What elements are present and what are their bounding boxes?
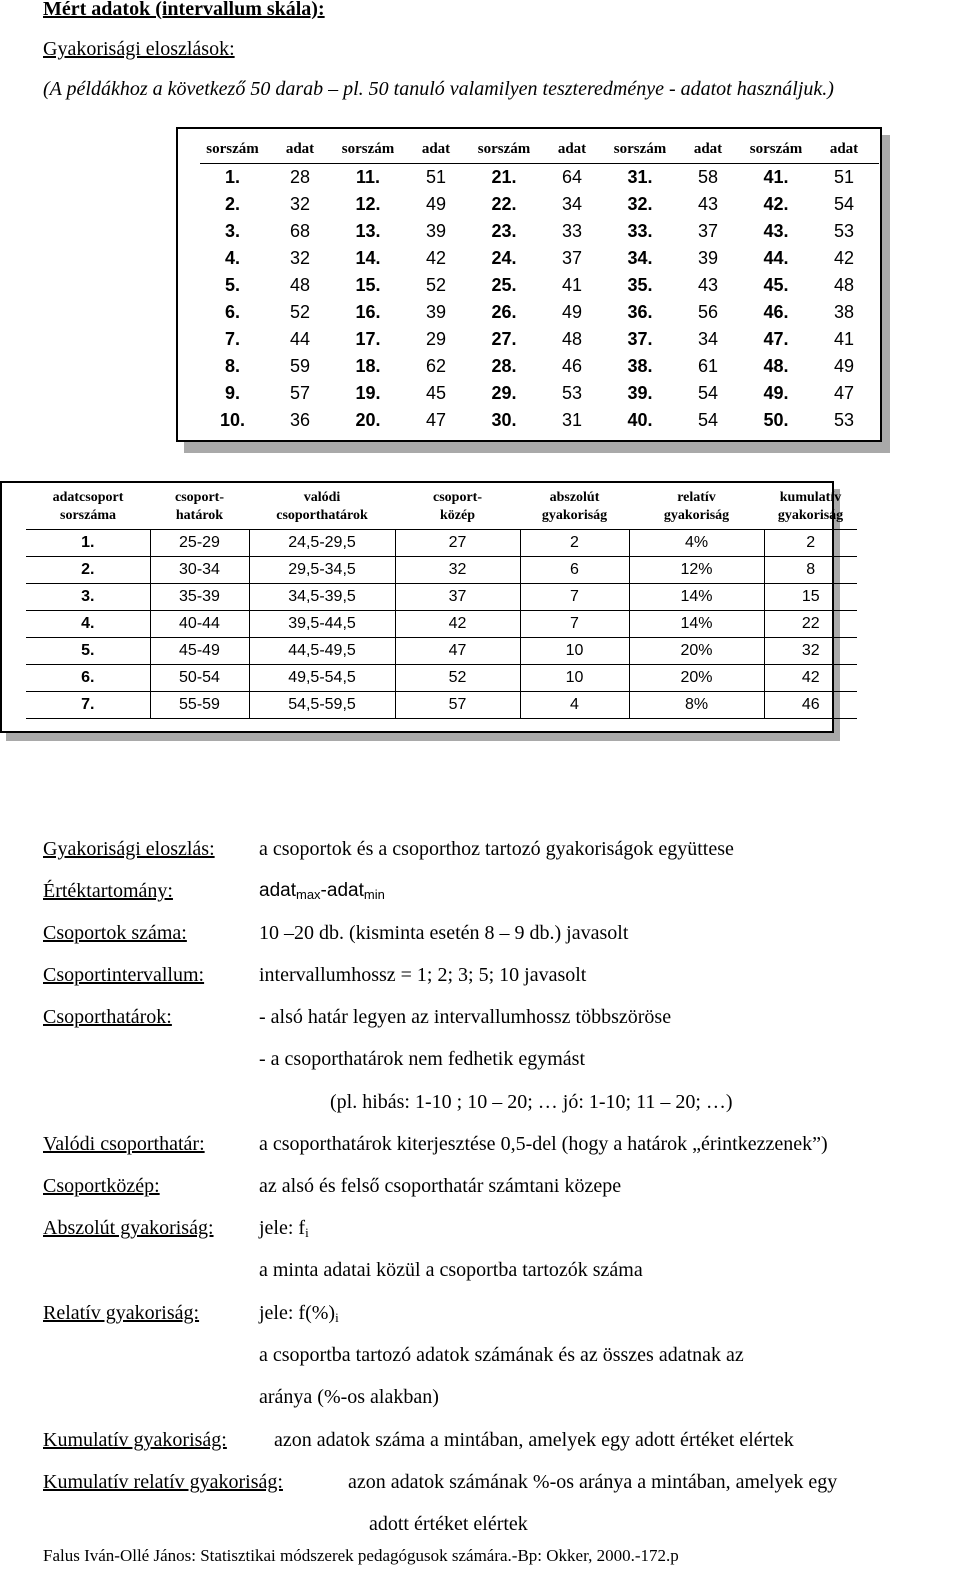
data-table-index-cell: 39. (627, 383, 653, 403)
def-label-kumrel: Kumulatív relatív gyakoriság: (43, 1471, 283, 1493)
freq-table-cell: 14% (629, 584, 764, 611)
def-text-hatarok-1: - alsó határ legyen az intervallumhossz többszöröse (259, 1006, 672, 1028)
freq-table-cell: 6 (520, 557, 629, 584)
data-table-value-cell: 36 (289, 410, 311, 430)
data-table-index-cell: 11. (355, 167, 381, 187)
freq-table-cell: 4 (520, 692, 629, 719)
data-table-header-cell: sorszám (743, 135, 809, 164)
def-text-kumrel-2: adott értéket elértek (369, 1513, 528, 1535)
def-text-tartomany: adat$_{max}$-adat$_{min}$ (259, 880, 385, 902)
data-table-index-cell: 12. (355, 194, 381, 214)
def-text-eloszlas: a csoportok és a csoporthoz tartozó gyakoriságok együttese (259, 838, 734, 860)
freq-table-cell: 22 (764, 611, 857, 638)
data-table-header-cell: adat (537, 135, 607, 164)
data-table-value-cell: 31 (561, 410, 583, 430)
freq-table-cell: 52 (395, 665, 520, 692)
data-table-index-cell: 8. (224, 356, 240, 376)
data-table-value-cell: 48 (289, 275, 311, 295)
data-table-value-cell: 42 (833, 248, 855, 268)
data-table-value-cell: 49 (833, 356, 855, 376)
freq-table-cell: 37 (395, 584, 520, 611)
data-table-value-cell: 53 (833, 221, 855, 241)
data-table-header-cell: adat (401, 135, 471, 164)
data-table-header-cell: adat (809, 135, 879, 164)
freq-table-cell: 46 (764, 692, 857, 719)
freq-table-cell: 24,5-29,5 (249, 530, 395, 557)
data-table-header-cell: sorszám (335, 135, 401, 164)
freq-table-cell: 15 (764, 584, 857, 611)
freq-table-cell: 5. (26, 638, 150, 665)
data-table-value-cell: 48 (833, 275, 855, 295)
def-label-hatarok: Csoporthatárok: (43, 1006, 172, 1028)
data-table-index-cell: 23. (491, 221, 517, 241)
data-table-value-cell: 47 (833, 383, 855, 403)
freq-table-header-line: közép (440, 508, 475, 523)
freq-table-header-cell (395, 489, 520, 530)
freq-table-header-line: valódi (303, 490, 341, 505)
freq-table-row (26, 557, 857, 584)
data-table-header-cell: adat (265, 135, 335, 164)
freq-table-row (26, 530, 857, 557)
data-table-index-cell: 27. (491, 329, 517, 349)
data-table-value-cell: 42 (425, 248, 447, 268)
data-table-value-cell: 39 (425, 221, 447, 241)
def-label-kozep: Csoportközép: (43, 1175, 160, 1197)
freq-table-cell: 10 (520, 638, 629, 665)
data-table-value-cell: 37 (697, 221, 719, 241)
freq-table-cell: 25-29 (150, 530, 249, 557)
data-table-index-cell: 37. (627, 329, 653, 349)
freq-table-cell: 44,5-49,5 (249, 638, 395, 665)
data-table-index-cell: 22. (491, 194, 517, 214)
freq-table-cell: 49,5-54,5 (249, 665, 395, 692)
data-table-row (200, 326, 879, 353)
data-table-index-cell: 3. (224, 221, 240, 241)
data-table-header-cell: sorszám (200, 135, 265, 164)
data-table-value-cell: 44 (289, 329, 311, 349)
data-table-row (200, 245, 879, 272)
data-table-row (200, 407, 879, 434)
freq-table-cell: 30-34 (150, 557, 249, 584)
freq-table (26, 489, 857, 719)
data-table-index-cell: 13. (355, 221, 381, 241)
data-table-index-cell: 40. (627, 410, 653, 430)
freq-table-cell: 32 (395, 557, 520, 584)
freq-table-cell: 50-54 (150, 665, 249, 692)
data-table-row (200, 380, 879, 407)
data-table-index-cell: 6. (224, 302, 240, 322)
freq-table-cell: 20% (629, 638, 764, 665)
data-table-value-cell: 47 (425, 410, 447, 430)
data-table-value-cell: 68 (289, 221, 311, 241)
data-table-index-cell: 31. (627, 167, 653, 187)
data-table-index-cell: 10. (219, 410, 246, 430)
freq-table-header-line: csoport- (175, 490, 224, 505)
data-table-row (200, 272, 879, 299)
data-table-value-cell: 54 (697, 410, 719, 430)
data-table-value-cell: 49 (425, 194, 447, 214)
data-table-index-cell: 20. (355, 410, 381, 430)
freq-table-cell: 7 (520, 584, 629, 611)
data-table-index-cell: 36. (627, 302, 653, 322)
freq-table-header-cell (26, 489, 150, 530)
freq-table-cell: 29,5-34,5 (249, 557, 395, 584)
def-label-intervallum: Csoportintervallum: (43, 964, 205, 986)
data-table-index-cell: 46. (763, 302, 789, 322)
freq-table-header-line: csoport- (433, 490, 482, 505)
data-table-index-cell: 47. (763, 329, 789, 349)
data-table-value-cell: 58 (697, 167, 719, 187)
freq-table-row (26, 638, 857, 665)
data-table (200, 135, 879, 434)
data-table-value-cell: 32 (289, 194, 311, 214)
freq-table-header-line: határok (175, 508, 224, 523)
freq-table-cell: 47 (395, 638, 520, 665)
freq-table-cell: 7. (26, 692, 150, 719)
freq-table-cell: 42 (395, 611, 520, 638)
freq-table-header-cell (150, 489, 249, 530)
def-jele-relativ: jele: $f(\%)_i$ (259, 1302, 339, 1325)
data-table-index-cell: 26. (491, 302, 517, 322)
data-table-index-cell: 15. (355, 275, 381, 295)
data-table-value-cell: 52 (289, 302, 311, 322)
data-table-value-cell: 39 (425, 302, 447, 322)
data-table-index-cell: 1. (224, 167, 240, 187)
data-table-row (200, 353, 879, 380)
freq-table-cell: 3. (26, 584, 150, 611)
data-table-index-cell: 44. (763, 248, 789, 268)
data-table-value-cell: 45 (425, 383, 447, 403)
data-table-value-cell: 64 (561, 167, 583, 187)
data-table-index-cell: 21. (491, 167, 517, 187)
data-table-index-cell: 30. (491, 410, 517, 430)
freq-table-cell: 4. (26, 611, 150, 638)
data-table-row (200, 218, 879, 245)
data-table-value-cell: 43 (697, 275, 719, 295)
data-table-value-cell: 39 (697, 248, 719, 268)
data-table-value-cell: 41 (561, 275, 583, 295)
data-table-value-cell: 62 (425, 356, 447, 376)
section-subtitle: Gyakorisági eloszlások: (43, 38, 235, 60)
def-label-kumulativ: Kumulatív gyakoriság: (43, 1429, 227, 1451)
freq-table-cell: 35-39 (150, 584, 249, 611)
def-text-relativ-2: aránya (%-os alakban) (259, 1386, 439, 1408)
data-table-value-cell: 54 (833, 194, 855, 214)
data-table-index-cell: 16. (355, 302, 381, 322)
data-table-value-cell: 37 (561, 248, 583, 268)
freq-table-header-line: csoporthatárok (276, 508, 368, 523)
data-table-index-cell: 33. (627, 221, 653, 241)
freq-table-cell: 14% (629, 611, 764, 638)
data-table-row (200, 191, 879, 218)
data-table-value-cell: 51 (833, 167, 855, 187)
def-text-kumulativ: azon adatok száma a mintában, amelyek egy adott értéket elértek (274, 1429, 794, 1451)
data-table-row (200, 299, 879, 326)
data-table-value-cell: 43 (697, 194, 719, 214)
data-table-index-cell: 50. (763, 410, 789, 430)
def-text-kumrel-1: azon adatok számának %-os aránya a mintában, amelyek egy (348, 1471, 838, 1493)
freq-table-header-line: kumulatív (779, 490, 842, 505)
data-table-value-cell: 34 (697, 329, 719, 349)
def-label-tartomany: Értéktartomány: (43, 880, 173, 902)
freq-table-header-line: sorszáma (60, 508, 116, 523)
def-text-intervallum: intervallumhossz = 1; 2; 3; 5; 10 javasolt (259, 964, 587, 986)
freq-table-cell: 6. (26, 665, 150, 692)
freq-table-cell: 4% (629, 530, 764, 557)
data-table-header-cell: adat (673, 135, 743, 164)
freq-table-cell: 34,5-39,5 (249, 584, 395, 611)
data-table-index-cell: 19. (355, 383, 381, 403)
freq-table-cell: 7 (520, 611, 629, 638)
data-table-index-cell: 41. (763, 167, 789, 187)
data-table-value-cell: 51 (425, 167, 447, 187)
data-table-index-cell: 7. (224, 329, 240, 349)
freq-table-header-line: gyakoriság (777, 508, 844, 523)
data-table-index-cell: 29. (491, 383, 517, 403)
freq-table-row (26, 692, 857, 719)
data-table-index-cell: 43. (763, 221, 789, 241)
freq-table-header-cell (764, 489, 857, 530)
freq-table-header-line: gyakoriság (663, 508, 730, 523)
data-table-index-cell: 48. (763, 356, 789, 376)
freq-table-cell: 54,5-59,5 (249, 692, 395, 719)
def-label-abszolut: Abszolút gyakoriság: (43, 1217, 214, 1239)
data-table-value-cell: 59 (289, 356, 311, 376)
data-table-index-cell: 24. (491, 248, 517, 268)
footer-citation: Falus Iván-Ollé János: Statisztikai módszerek pedagógusok számára.-Bp: Okker, 2000.-172.p (43, 1546, 679, 1565)
freq-table-cell: 27 (395, 530, 520, 557)
data-table-index-cell: 25. (491, 275, 517, 295)
data-table-value-cell: 56 (697, 302, 719, 322)
data-table-index-cell: 17. (355, 329, 381, 349)
def-jele-abszolut: jele: $f_i$ (259, 1217, 309, 1240)
freq-table-header-line: adatcsoport (52, 490, 124, 505)
data-table-value-cell: 28 (289, 167, 311, 187)
freq-table-row (26, 611, 857, 638)
freq-table-cell: 42 (764, 665, 857, 692)
def-label-relativ: Relatív gyakoriság: (43, 1302, 200, 1324)
data-table-value-cell: 48 (561, 329, 583, 349)
freq-table-cell: 39,5-44,5 (249, 611, 395, 638)
def-text-kozep: az alsó és felső csoporthatár számtani közepe (259, 1175, 622, 1197)
data-table-value-cell: 53 (561, 383, 583, 403)
data-table-value-cell: 38 (833, 302, 855, 322)
data-table-value-cell: 29 (425, 329, 447, 349)
freq-table-header-cell (629, 489, 764, 530)
data-table-index-cell: 5. (224, 275, 240, 295)
freq-table-cell: 40-44 (150, 611, 249, 638)
freq-table-cell: 12% (629, 557, 764, 584)
def-text-hatarok-2: - a csoporthatárok nem fedhetik egymást (259, 1048, 585, 1070)
data-table-value-cell: 34 (561, 194, 583, 214)
data-table-index-cell: 4. (224, 248, 240, 268)
data-table-index-cell: 42. (763, 194, 789, 214)
freq-table-cell: 45-49 (150, 638, 249, 665)
data-table-index-cell: 14. (355, 248, 381, 268)
freq-table-row (26, 584, 857, 611)
data-table-index-cell: 32. (627, 194, 653, 214)
freq-table-header-cell (520, 489, 629, 530)
freq-table-header-line: relatív (677, 490, 716, 505)
data-table-index-cell: 28. (491, 356, 517, 376)
freq-table-cell: 1. (26, 530, 150, 557)
intro-note: (A példákhoz a következő 50 darab – pl. 50 tanuló valamilyen teszteredménye - adatot használjuk.) (43, 78, 834, 100)
data-table-header-cell: sorszám (471, 135, 537, 164)
freq-table-row (26, 665, 857, 692)
def-label-eloszlas: Gyakorisági eloszlás: (43, 838, 215, 860)
def-text-abszolut: a minta adatai közül a csoportba tartozók száma (259, 1259, 643, 1281)
page-title: Mért adatok (intervallum skála): (43, 0, 325, 20)
freq-table-header-line: abszolút (549, 490, 600, 505)
data-table-value-cell: 32 (289, 248, 311, 268)
freq-table-cell: 20% (629, 665, 764, 692)
freq-table-cell: 2 (520, 530, 629, 557)
data-table-value-cell: 53 (833, 410, 855, 430)
data-table-value-cell: 57 (289, 383, 311, 403)
freq-table-cell: 32 (764, 638, 857, 665)
freq-table-cell: 55-59 (150, 692, 249, 719)
data-table-index-cell: 35. (627, 275, 653, 295)
def-text-relativ-1: a csoportba tartozó adatok számának és az összes adatnak az (259, 1344, 744, 1366)
data-table-value-cell: 46 (561, 356, 583, 376)
freq-table-cell: 10 (520, 665, 629, 692)
freq-table-header-cell (249, 489, 395, 530)
def-label-szam: Csoportok száma: (43, 922, 187, 944)
freq-table-header-line: gyakoriság (541, 508, 608, 523)
freq-table-cell: 2. (26, 557, 150, 584)
data-table-value-cell: 49 (561, 302, 583, 322)
freq-table-cell: 8% (629, 692, 764, 719)
data-table-value-cell: 54 (697, 383, 719, 403)
data-table-value-cell: 61 (697, 356, 719, 376)
data-table-value-cell: 33 (561, 221, 583, 241)
freq-table-cell: 2 (764, 530, 857, 557)
data-table-index-cell: 45. (763, 275, 789, 295)
data-table-index-cell: 9. (224, 383, 240, 403)
data-table-index-cell: 34. (627, 248, 653, 268)
def-text-hatarok-3: (pl. hibás: 1-10 ; 10 – 20; … jó: 1-10; 11 – 20; …) (330, 1091, 733, 1113)
freq-table-cell: 57 (395, 692, 520, 719)
data-table-value-cell: 41 (833, 329, 855, 349)
data-table-index-cell: 18. (355, 356, 381, 376)
data-table-row (200, 164, 879, 192)
data-table-value-cell: 52 (425, 275, 447, 295)
freq-table-cell: 8 (764, 557, 857, 584)
def-text-valodi: a csoporthatárok kiterjesztése 0,5-del (hogy a határok „érintkezzenek”) (259, 1133, 828, 1155)
data-table-index-cell: 2. (224, 194, 240, 214)
def-label-valodi: Valódi csoporthatár: (43, 1133, 205, 1155)
data-table-index-cell: 49. (763, 383, 789, 403)
def-text-szam: 10 –20 db. (kisminta esetén 8 – 9 db.) javasolt (259, 922, 629, 944)
data-table-header-cell: sorszám (607, 135, 673, 164)
data-table-index-cell: 38. (627, 356, 653, 376)
